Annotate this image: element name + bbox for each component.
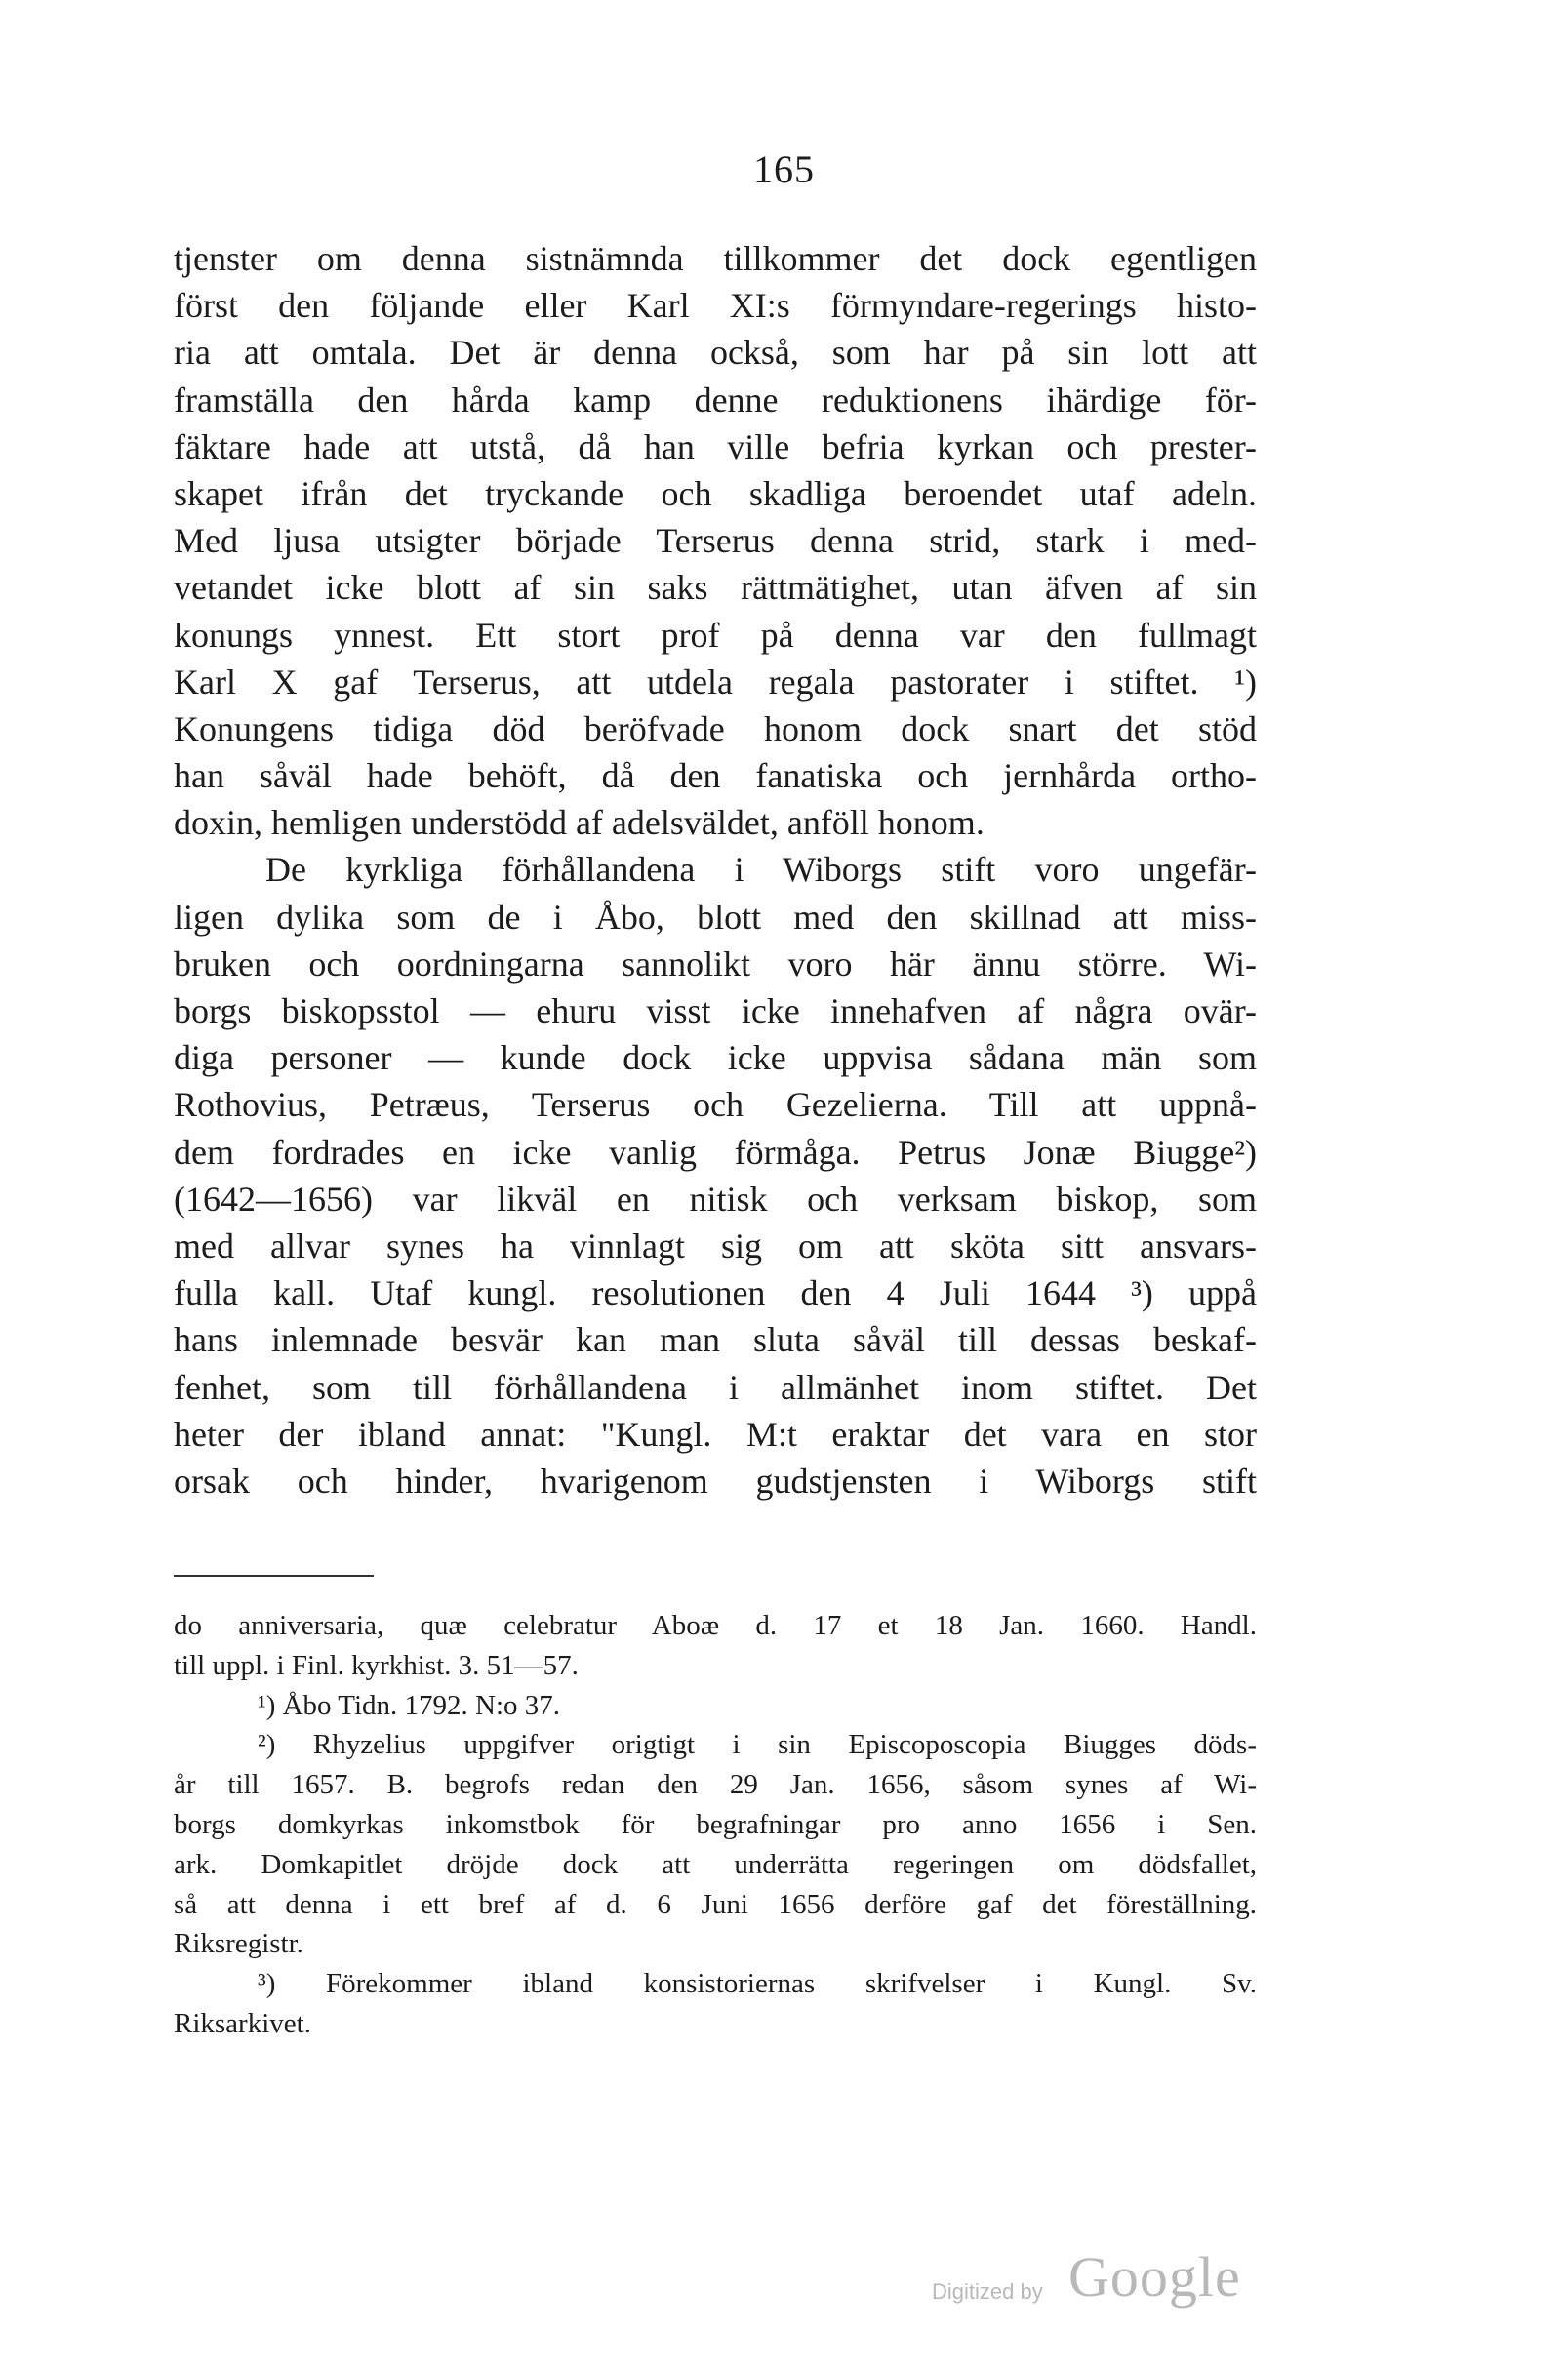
- footnote-line: ark. Domkapitlet dröjde dock att underrätta regeringen om dödsfallet,: [174, 1848, 1257, 1880]
- text-line: vetandet icke blott af sin saks rättmätighet, utan äfven af sin: [174, 568, 1257, 608]
- text-line: hans inlemnade besvär kan man sluta såväl till dessas beskaf-: [174, 1320, 1257, 1360]
- text-line: med allvar synes ha vinnlagt sig om att sköta sitt ansvars-: [174, 1226, 1257, 1266]
- text-line: (1642—1656) var likväl en nitisk och verksam biskop, som: [174, 1179, 1257, 1219]
- text-line: doxin, hemligen understödd af adelsväldet, anföll honom.: [174, 803, 985, 843]
- footnote-divider: [174, 1575, 374, 1577]
- text-line: Karl X gaf Terserus, att utdela regala pastorater i stiftet. ¹): [174, 662, 1257, 702]
- text-line: ria att omtala. Det är denna också, som har på sin lott att: [174, 333, 1257, 373]
- footnote-line: do anniversaria, quæ celebratur Aboæ d. 17 et 18 Jan. 1660. Handl.: [174, 1610, 1257, 1641]
- text-line: bruken och oordningarna sannolikt voro här ännu större. Wi-: [174, 944, 1257, 984]
- text-line: borgs biskopsstol — ehuru visst icke innehafven af några ovär-: [174, 991, 1257, 1030]
- text-line: diga personer — kunde dock icke uppvisa sådana män som: [174, 1038, 1257, 1078]
- text-line: han såväl hade behöft, då den fanatiska och jernhårda ortho-: [174, 756, 1257, 796]
- footnote-line: till uppl. i Finl. kyrkhist. 3. 51—57.: [174, 1649, 579, 1681]
- text-line: De kyrkliga förhållandena i Wiborgs stift voro ungefär-: [265, 850, 1257, 890]
- watermark-prefix: Digitized by: [932, 2279, 1043, 2304]
- main-text: [174, 235, 1257, 1505]
- footnotes: [174, 1606, 1257, 2044]
- text-line: orsak och hinder, hvarigenom gudstjensten i Wiborgs stift: [174, 1461, 1257, 1501]
- text-line: Med ljusa utsigter började Terserus denna strid, stark i med-: [174, 521, 1257, 561]
- footnote-line: så att denna i ett bref af d. 6 Juni 1656 derföre gaf det föreställning.: [174, 1888, 1257, 1920]
- page-number: 165: [753, 147, 815, 191]
- footnote-line: år till 1657. B. begrofs redan den 29 Jan. 1656, såsom synes af Wi-: [174, 1769, 1257, 1801]
- footnote-line: borgs domkyrkas inkomstbok för begrafningar pro anno 1656 i Sen.: [174, 1808, 1257, 1840]
- text-line: konungs ynnest. Ett stort prof på denna var den fullmagt: [174, 615, 1257, 655]
- text-line: fulla kall. Utaf kungl. resolutionen den 4 Juli 1644 ³) uppå: [174, 1273, 1257, 1313]
- footnote-line: ³) Förekommer ibland konsistoriernas skrifvelser i Kungl. Sv.: [258, 1968, 1257, 2000]
- digitized-watermark: [932, 2244, 1254, 2312]
- footnote-line: Riksregistr.: [174, 1928, 303, 1960]
- text-line: fenhet, som till förhållandena i allmänhet inom stiftet. Det: [174, 1367, 1257, 1407]
- text-line: tjenster om denna sistnämnda tillkommer det dock egentligen: [174, 239, 1257, 278]
- google-logo: Google: [1068, 2245, 1241, 2309]
- text-line: skapet ifrån det tryckande och skadliga beroendet utaf adeln.: [174, 473, 1257, 513]
- text-line: Rothovius, Petræus, Terserus och Gezelierna. Till att uppnå-: [174, 1085, 1257, 1125]
- text-line: ligen dylika som de i Åbo, blott med den skillnad att miss-: [174, 897, 1257, 937]
- text-line: Konungens tidiga död beröfvade honom dock snart det stöd: [174, 708, 1257, 748]
- footnote-line: ¹) Åbo Tidn. 1792. N:o 37.: [258, 1689, 561, 1721]
- footnote-line: ²) Rhyzelius uppgifver origtigt i sin Episcoposcopia Biugges döds-: [258, 1729, 1257, 1761]
- footnote-line: Riksarkivet.: [174, 2007, 311, 2039]
- text-line: dem fordrades en icke vanlig förmåga. Petrus Jonæ Biugge²): [174, 1132, 1257, 1172]
- text-line: fäktare hade att utstå, då han ville befria kyrkan och prester-: [174, 426, 1257, 466]
- text-line: framställa den hårda kamp denne reduktionens ihärdige för-: [174, 380, 1257, 420]
- text-line: heter der ibland annat: "Kungl. M:t eraktar det vara en stor: [174, 1414, 1257, 1454]
- text-line: först den följande eller Karl XI:s förmyndare-regerings histo-: [174, 286, 1257, 326]
